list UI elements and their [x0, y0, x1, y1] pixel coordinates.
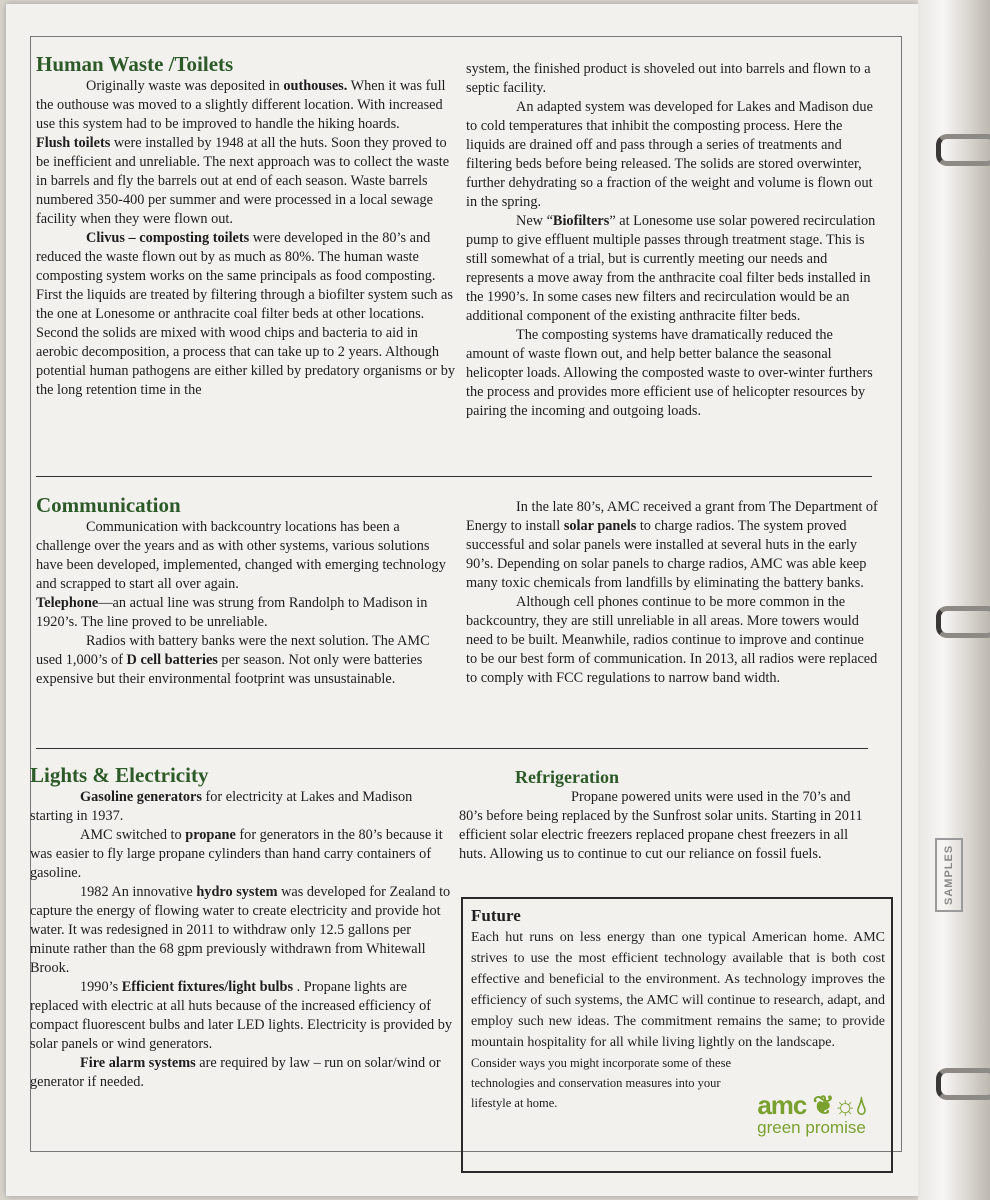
document-page: [6, 4, 918, 1196]
lights-para-4: 1990’s Efficient fixtures/light bulbs . Propane lights are replaced with electric at all huts because of the increased efficiency of compact fluorescent bulbs and later LED lights. Electricity is provided by solar panels or wind generators.: [30, 979, 453, 1052]
binder-ring-bottom: [936, 1068, 990, 1100]
refrigeration-text: Propane powered units were used in the 70’s and 80’s before being replaced by the Sunfrost solar units. Starting in 2011 efficient solar electric freezers replaced propane chest freezers in all huts. Allowing us to continue to cut our reliance on fossil fuels.: [459, 789, 863, 862]
samples-stamp: SAMPLES: [935, 838, 963, 912]
lights-heading: Lights & Electricity: [30, 763, 209, 787]
lights-para-1: Gasoline generators for electricity at Lakes and Madison starting in 1937.: [30, 789, 413, 824]
human-waste-para-3: Clivus – composting toilets were developed in the 80’s and reduced the waste flown out by as much as 80%. The human waste composting system works on the same principals as food composting. First the liquids are treated by filtering through a biofilter system such as the one at Lonesome or anthracite coal filter beds at other locations. Second the solids are mixed with wood chips and bacteria to aid in aerobic decomposition, a process that can take up to 2 years. Although potential human pathogens are either killed by predatory organisms or by the long retention time in the: [36, 230, 456, 398]
communication-heading: Communication: [36, 493, 181, 517]
communication-left-column: [36, 492, 456, 689]
refrigeration-heading: Refrigeration: [515, 767, 619, 787]
future-box: [461, 897, 893, 1173]
human-waste-left-column: [36, 51, 456, 400]
future-heading: Future: [471, 906, 521, 925]
lights-para-5: Fire alarm systems are required by law – run on solar/wind or generator if needed.: [30, 1055, 441, 1090]
binder-ring-top: [936, 134, 990, 166]
lights-column: [30, 762, 454, 1092]
drop-icon: 💧︎: [856, 1090, 866, 1120]
human-waste-right-para-1: system, the finished product is shoveled out into barrels and flown to a septic facility.: [466, 61, 871, 96]
human-waste-heading: Human Waste /Toilets: [36, 52, 234, 76]
logo-top: amc ❦☼💧︎: [757, 1090, 866, 1120]
human-waste-para-2: Flush toilets were installed by 1948 at all the huts. Soon they proved to be inefficient and unreliable. The next approach was to collect the waste in barrels and fly the barrels out at end of each season. Waste barrels numbered 350-400 per summer and were processed in a local sewage facility when they were flown out.: [36, 135, 450, 227]
future-text: Each hut runs on less energy than one typical American home. AMC strives to use the most efficient technology available that is both cost effective and beneficial to the environment. As technology improves the efficiency of such systems, the AMC will continue to research, adapt, and employ such new ideas. The commitment remains the same; to provide mountain hospitality for all while living lightly on the landscape.: [471, 930, 885, 1050]
communication-right-column: [466, 498, 878, 688]
refrigeration-column: [459, 766, 875, 864]
human-waste-right-para-2: An adapted system was developed for Lakes and Madison due to cold temperatures that inhibit the composting process. Here the liquids are drained off and pass through a series of treatments and filtering beds before being released. The solids are stored overwinter, further dehydrating so a fraction of the weight and volume is flown out in the spring.: [466, 99, 873, 210]
communication-para-1: Communication with backcountry locations has been a challenge over the years and as with other systems, various solutions have been developed, implemented, changed with emerging technology and scrapped to start all over again.: [36, 519, 446, 592]
future-small-text: Consider ways you might incorporate some of these technologies and conservation measures into your lifestyle at home.: [471, 1056, 732, 1110]
logo-bottom: green promise: [757, 1118, 866, 1137]
section-divider-2: [36, 748, 868, 749]
binder-ring-middle: [936, 606, 990, 638]
communication-right-para-2: Although cell phones continue to be more common in the backcountry, they are still unreliable in all areas. More towers would need to be built. Meanwhile, radios continue to improve and continue to be our best form of communication. In 2013, all radios were replaced to comply with FCC regulations to narrow band width.: [466, 594, 878, 686]
section-divider-1: [36, 476, 872, 477]
lights-para-3: 1982 An innovative hydro system was developed for Zealand to capture the energy of flowing water to create electricity and provide hot water. It was redesigned in 2011 to withdraw only 12.5 gallons per minute rather than the 68 gpm previously withdrawn from Whitewall Brook.: [30, 884, 451, 976]
leaf-icon: ❦: [812, 1090, 834, 1120]
binder-edge: [918, 0, 990, 1200]
sun-icon: ☼: [833, 1090, 857, 1120]
human-waste-right-para-3: New “Biofilters” at Lonesome use solar powered recirculation pump to give effluent multiple passes through treatment stage. This is still somewhat of a trial, but is currently meeting our needs and represents a move away from the anthracite coal filter beds installed in the 1990’s. In some cases new filters and recirculation would be an additional component of the existing anthracite filter beds.: [466, 213, 876, 324]
human-waste-right-para-4: The composting systems have dramatically reduced the amount of waste flown out, and help better balance the seasonal helicopter loads. Allowing the composted waste to over-winter furthers the process and provides more efficient use of helicopter resources by pairing the incoming and outgoing loads.: [466, 327, 873, 419]
communication-para-3: Radios with battery banks were the next solution. The AMC used 1,000’s of D cell batteries per season. Not only were batteries expensive but their environmental footprint was unsustainable.: [36, 633, 430, 687]
amc-green-promise-logo: [744, 1091, 879, 1137]
human-waste-right-column: [466, 60, 878, 421]
communication-para-2: Telephone—an actual line was strung from Randolph to Madison in 1920’s. The line proved to be unreliable.: [36, 595, 428, 630]
human-waste-para-1: Originally waste was deposited in outhouses. When it was full the outhouse was moved to a slightly different location. With increased use this system had to be improved to handle the hiking hoards.: [36, 78, 446, 132]
communication-right-para-1: In the late 80’s, AMC received a grant from The Department of Energy to install solar panels to charge radios. The system proved successful and solar panels were installed at several huts in the early 90’s. Depending on solar panels to charge radios, AMC was able keep many toxic chemicals from landfills by eliminating the battery banks.: [466, 499, 878, 591]
lights-para-2: AMC switched to propane for generators in the 80’s because it was easier to fly large propane cylinders than hand carry containers of gasoline.: [30, 827, 443, 881]
